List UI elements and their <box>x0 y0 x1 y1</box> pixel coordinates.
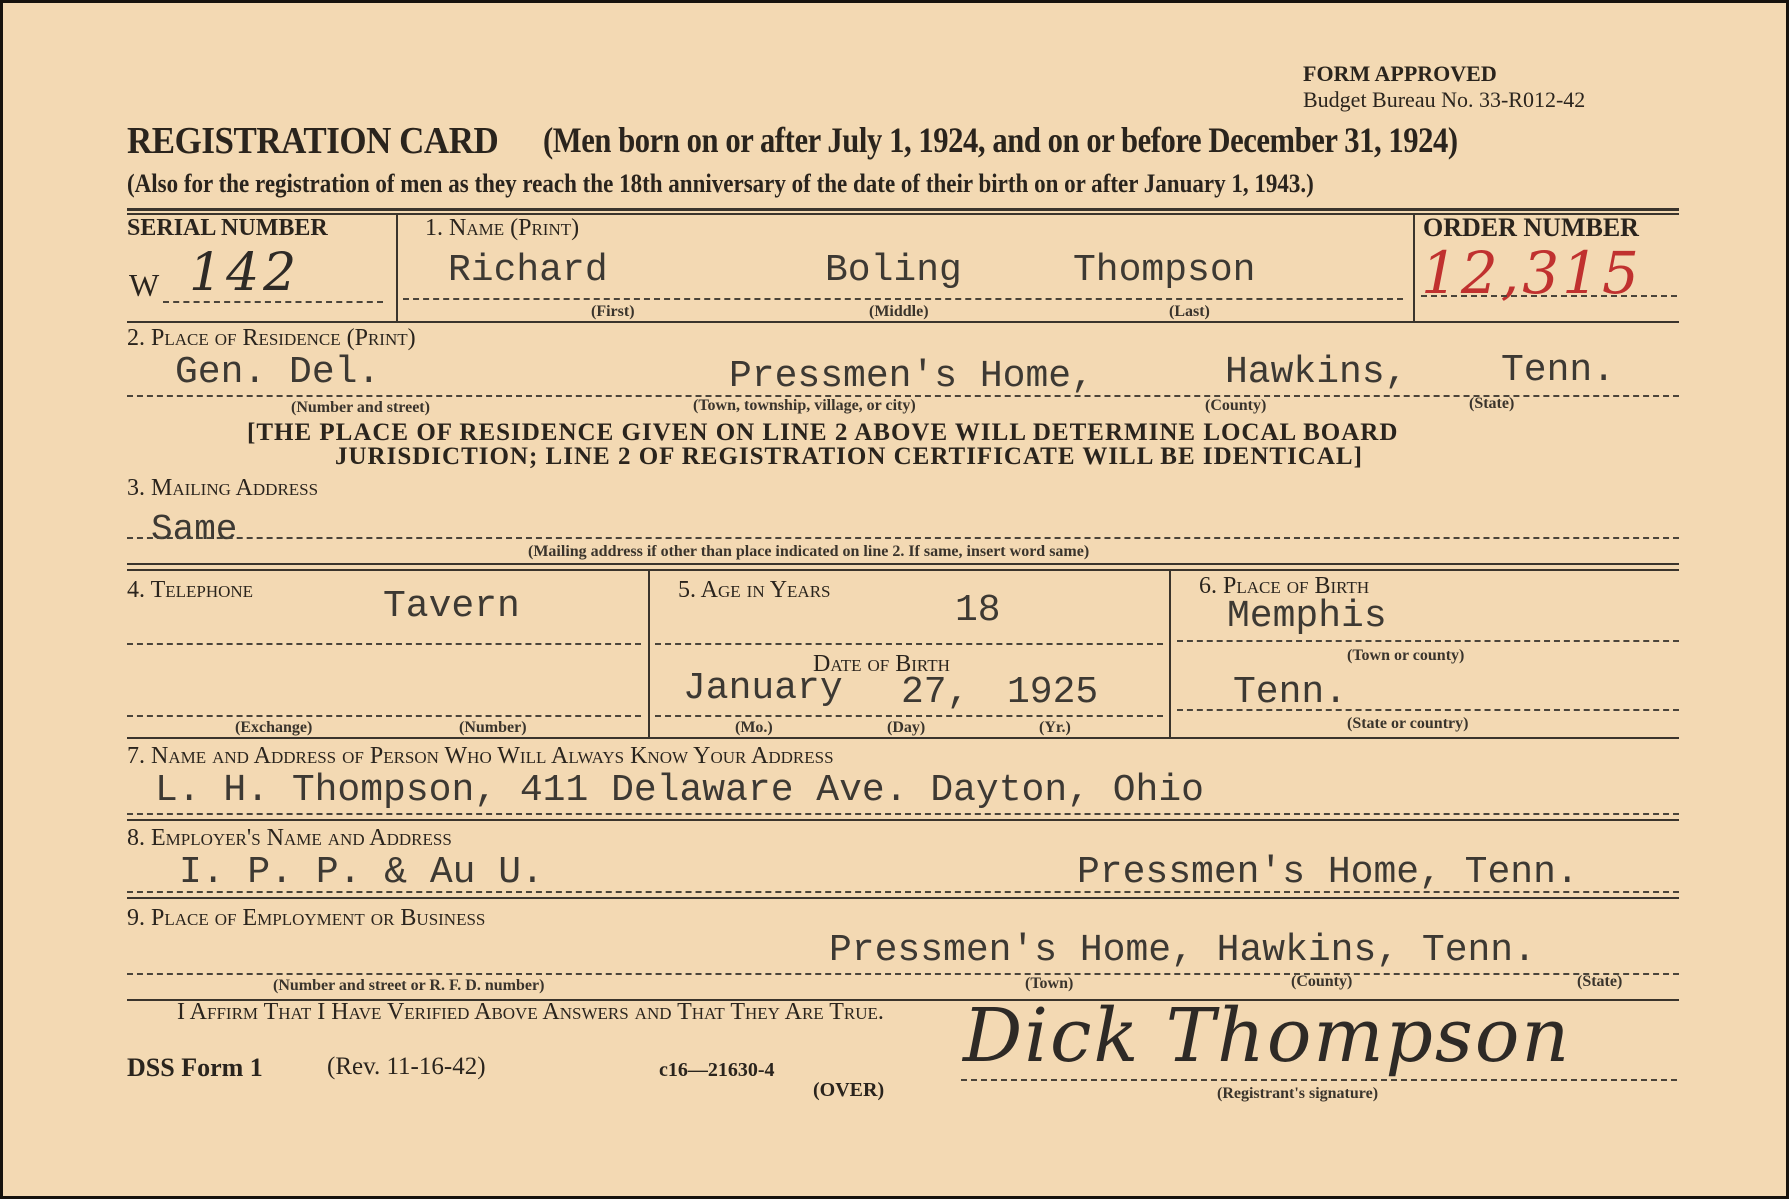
name-middle-caption: (Middle) <box>869 303 929 320</box>
employment-value: Pressmen's Home, Hawkins, Tenn. <box>829 929 1536 972</box>
form-approved: FORM APPROVED <box>1303 61 1497 86</box>
name-last-caption: (Last) <box>1169 303 1210 320</box>
affirmation-text: I Affirm That I Have Verified Above Answers and That They Are True. <box>177 999 884 1025</box>
employment-street-caption: (Number and street or R. F. D. number) <box>273 977 545 994</box>
name-last: Thompson <box>1073 249 1256 292</box>
mailing-address-label: 3. Mailing Address <box>127 475 319 501</box>
over-note: (OVER) <box>813 1079 885 1101</box>
dob-day-caption: (Day) <box>887 719 926 736</box>
serial-number-value: 142 <box>189 243 301 303</box>
telephone-value: Tavern <box>383 585 520 628</box>
residence-street: Gen. Del. <box>175 351 381 394</box>
age-value: 18 <box>955 589 1001 632</box>
mailing-address-caption: (Mailing address if other than place indicated on line 2. If same, insert word same) <box>528 543 1090 560</box>
card-subtitle: (Also for the registration of men as they reach the 18th anniversary of the date of their birth on or after January 1, 1943.) <box>127 169 1314 198</box>
birthplace-state-caption: (State or country) <box>1347 715 1469 732</box>
form-id: DSS Form 1 <box>127 1053 263 1082</box>
contact-value: L. H. Thompson, 411 Delaware Ave. Dayton, Ohio <box>155 769 1204 812</box>
employer-label: 8. Employer's Name and Address <box>127 825 452 851</box>
age-label: 5. Age in Years <box>678 577 831 603</box>
registrant-signature: Dick Thompson <box>963 993 1572 1079</box>
birthplace-state: Tenn. <box>1233 671 1348 714</box>
residence-label: 2. Place of Residence (Print) <box>127 325 416 351</box>
dob-year-caption: (Yr.) <box>1039 719 1071 736</box>
telephone-label: 4. Telephone <box>127 577 254 603</box>
jurisdiction-notice-line2: JURISDICTION; LINE 2 OF REGISTRATION CERTIFICATE WILL BE IDENTICAL] <box>335 443 1363 470</box>
card-title-note: (Men born on or after July 1, 1924, and on or before December 31, 1924) <box>543 120 1458 160</box>
order-number-label: ORDER NUMBER <box>1423 213 1639 242</box>
employment-state-caption: (State) <box>1577 973 1623 990</box>
order-number-value: 12,315 <box>1421 239 1642 307</box>
mailing-address-value: Same <box>151 509 238 550</box>
name-first: Richard <box>448 249 608 292</box>
serial-number-label: SERIAL NUMBER <box>127 215 328 241</box>
jurisdiction-notice-line1: [THE PLACE OF RESIDENCE GIVEN ON LINE 2 ABOVE WILL DETERMINE LOCAL BOARD <box>247 419 1399 446</box>
name-middle: Boling <box>825 249 962 292</box>
telephone-exchange-caption: (Exchange) <box>235 719 313 736</box>
employment-county-caption: (County) <box>1291 973 1353 990</box>
residence-street-caption: (Number and street) <box>291 399 430 416</box>
residence-town-caption: (Town, township, village, or city) <box>693 397 916 414</box>
residence-county: Hawkins, <box>1225 351 1408 394</box>
print-code: c16—21630-4 <box>659 1059 775 1081</box>
dob-label: Date of Birth <box>813 651 950 677</box>
residence-state-caption: (State) <box>1469 395 1515 412</box>
employer-address: Pressmen's Home, Tenn. <box>1077 851 1579 894</box>
budget-bureau: Budget Bureau No. 33-R012-42 <box>1303 87 1586 112</box>
dob-month-caption: (Mo.) <box>735 719 773 736</box>
employment-label: 9. Place of Employment or Business <box>127 905 486 931</box>
dob-day: 27, <box>901 671 970 714</box>
residence-state: Tenn. <box>1501 349 1616 392</box>
dob-month: January <box>683 667 843 710</box>
residence-county-caption: (County) <box>1205 397 1267 414</box>
form-revision: (Rev. 11-16-42) <box>327 1053 486 1080</box>
birthplace-town-caption: (Town or county) <box>1347 647 1465 664</box>
serial-prefix: W <box>129 267 160 303</box>
signature-caption: (Registrant's signature) <box>1217 1085 1379 1102</box>
residence-town: Pressmen's Home, <box>729 355 1094 398</box>
contact-label: 7. Name and Address of Person Who Will Always Know Your Address <box>127 743 834 769</box>
employment-town-caption: (Town) <box>1025 975 1074 992</box>
name-label: 1. Name (Print) <box>425 215 580 241</box>
birthplace-label: 6. Place of Birth <box>1199 573 1370 599</box>
name-first-caption: (First) <box>591 303 635 320</box>
birthplace-town: Memphis <box>1227 595 1387 638</box>
card-title: REGISTRATION CARD <box>127 120 499 162</box>
dob-year: 1925 <box>1007 671 1099 714</box>
telephone-number-caption: (Number) <box>459 719 527 736</box>
employer-name: I. P. P. & Au U. <box>179 851 544 894</box>
